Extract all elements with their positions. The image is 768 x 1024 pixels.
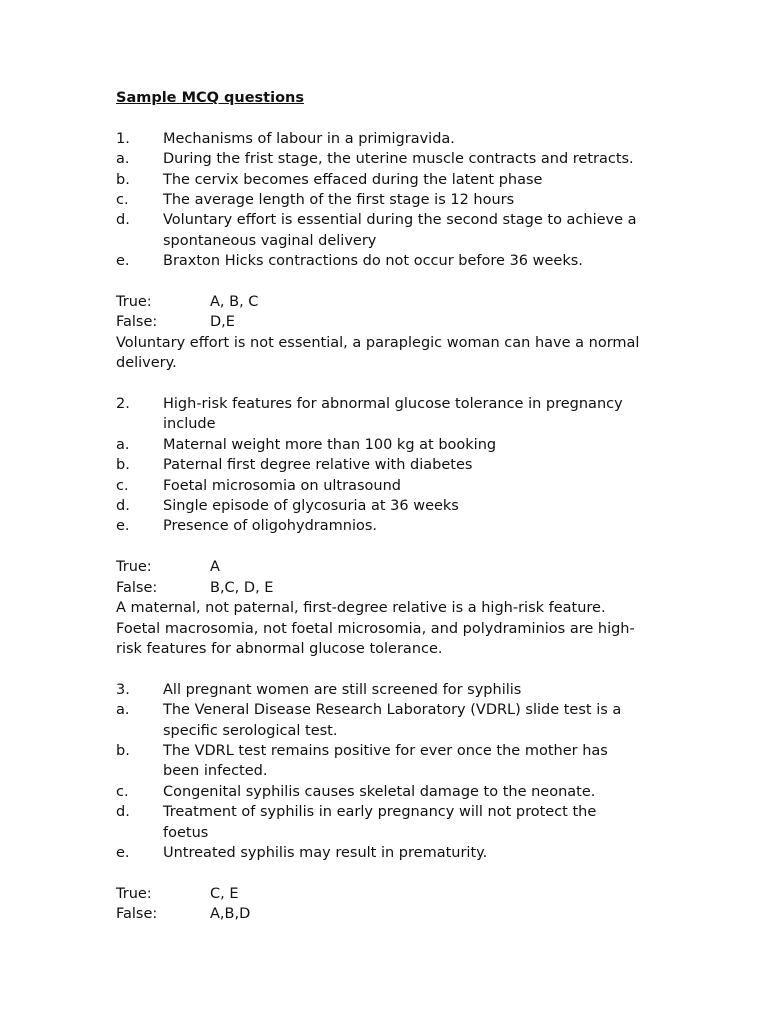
option-text: Voluntary effort is essential during the second stage to achieve a spontaneous vaginal delivery — [163, 212, 637, 249]
option-letter: b. — [116, 457, 130, 474]
false-answers — [116, 312, 646, 332]
option-letter: a. — [116, 702, 130, 719]
option-text: During the frist stage, the uterine muscle contracts and retracts. — [163, 151, 634, 168]
option-row — [116, 170, 646, 190]
option-row — [116, 496, 646, 516]
option-letter: b. — [116, 742, 130, 759]
option-row — [116, 455, 646, 475]
option-text: The cervix becomes effaced during the latent phase — [163, 171, 543, 188]
question-text: High-risk features for abnormal glucose tolerance in pregnancy include — [163, 396, 623, 433]
page-title: Sample MCQ questions — [116, 90, 304, 106]
option-letter: a. — [116, 436, 130, 453]
option-row — [116, 149, 646, 169]
option-text: Congenital syphilis causes skeletal damage to the neonate. — [163, 783, 596, 800]
option-row — [116, 782, 646, 802]
question-stem — [116, 129, 646, 149]
option-text: The VDRL test remains positive for ever once the mother has been infected. — [163, 742, 608, 780]
false-value: B,C, D, E — [210, 579, 274, 596]
option-letter: c. — [116, 192, 129, 209]
true-label: True: — [116, 559, 152, 576]
question-text: All pregnant women are still screened for syphilis — [163, 681, 522, 698]
option-text: Maternal weight more than 100 kg at booking — [163, 436, 497, 453]
question-number: 1. — [116, 130, 130, 147]
answer-block-2 — [116, 557, 646, 659]
question-text: Mechanisms of labour in a primigravida. — [163, 130, 455, 147]
question-stem — [116, 394, 646, 435]
true-value: A — [210, 559, 220, 576]
true-label: True: — [116, 885, 152, 902]
option-text: The Veneral Disease Research Laboratory (VDRL) slide test is a specific serological test. — [163, 702, 622, 739]
option-text: Single episode of glycosuria at 36 weeks — [163, 498, 459, 515]
true-label: True: — [116, 294, 152, 311]
true-value: C, E — [210, 885, 239, 902]
option-row — [116, 802, 646, 843]
option-row — [116, 700, 646, 741]
option-row — [116, 741, 646, 782]
false-label: False: — [116, 579, 158, 596]
option-text: Treatment of syphilis in early pregnancy will not protect the foetus — [163, 804, 597, 841]
option-row — [116, 435, 646, 455]
option-text: Braxton Hicks contractions do not occur before 36 weeks. — [163, 253, 583, 270]
option-letter: d. — [116, 212, 130, 229]
option-letter: e. — [116, 518, 130, 535]
explanation: A maternal, not paternal, first-degree relative is a high-risk feature. Foetal macrosomia, not foetal microsomia, and polydraminios are high-risk features for abnormal glucose tolerance. — [116, 600, 635, 657]
option-text: Foetal microsomia on ultrasound — [163, 477, 401, 494]
false-value: A,B,D — [210, 906, 251, 923]
question-stem — [116, 680, 646, 700]
option-row — [116, 843, 646, 863]
true-answers — [116, 557, 646, 577]
option-letter: e. — [116, 253, 130, 270]
true-answers — [116, 884, 646, 904]
option-text: Untreated syphilis may result in prematurity. — [163, 844, 488, 861]
option-row — [116, 251, 646, 271]
option-letter: c. — [116, 783, 129, 800]
question-number: 3. — [116, 681, 130, 698]
false-label: False: — [116, 314, 158, 331]
option-row — [116, 516, 646, 536]
option-letter: d. — [116, 804, 130, 821]
option-text: Presence of oligohydramnios. — [163, 518, 378, 535]
option-letter: d. — [116, 498, 130, 515]
question-3 — [116, 680, 646, 864]
question-1 — [116, 129, 646, 272]
explanation: Voluntary effort is not essential, a paraplegic woman can have a normal delivery. — [116, 334, 640, 372]
option-letter: e. — [116, 844, 130, 861]
question-number: 2. — [116, 396, 130, 413]
option-row — [116, 190, 646, 210]
option-row — [116, 476, 646, 496]
false-answers — [116, 578, 646, 598]
false-answers — [116, 904, 646, 924]
false-value: D,E — [210, 314, 235, 331]
question-2 — [116, 394, 646, 537]
option-letter: c. — [116, 477, 129, 494]
document-page — [116, 88, 646, 945]
answer-block-1 — [116, 292, 646, 374]
option-text: Paternal first degree relative with diabetes — [163, 457, 473, 474]
option-letter: b. — [116, 171, 130, 188]
option-text: The average length of the first stage is 12 hours — [163, 192, 515, 209]
false-label: False: — [116, 906, 158, 923]
true-answers — [116, 292, 646, 312]
true-value: A, B, C — [210, 294, 259, 311]
option-letter: a. — [116, 151, 130, 168]
option-row — [116, 210, 646, 251]
answer-block-3 — [116, 884, 646, 925]
